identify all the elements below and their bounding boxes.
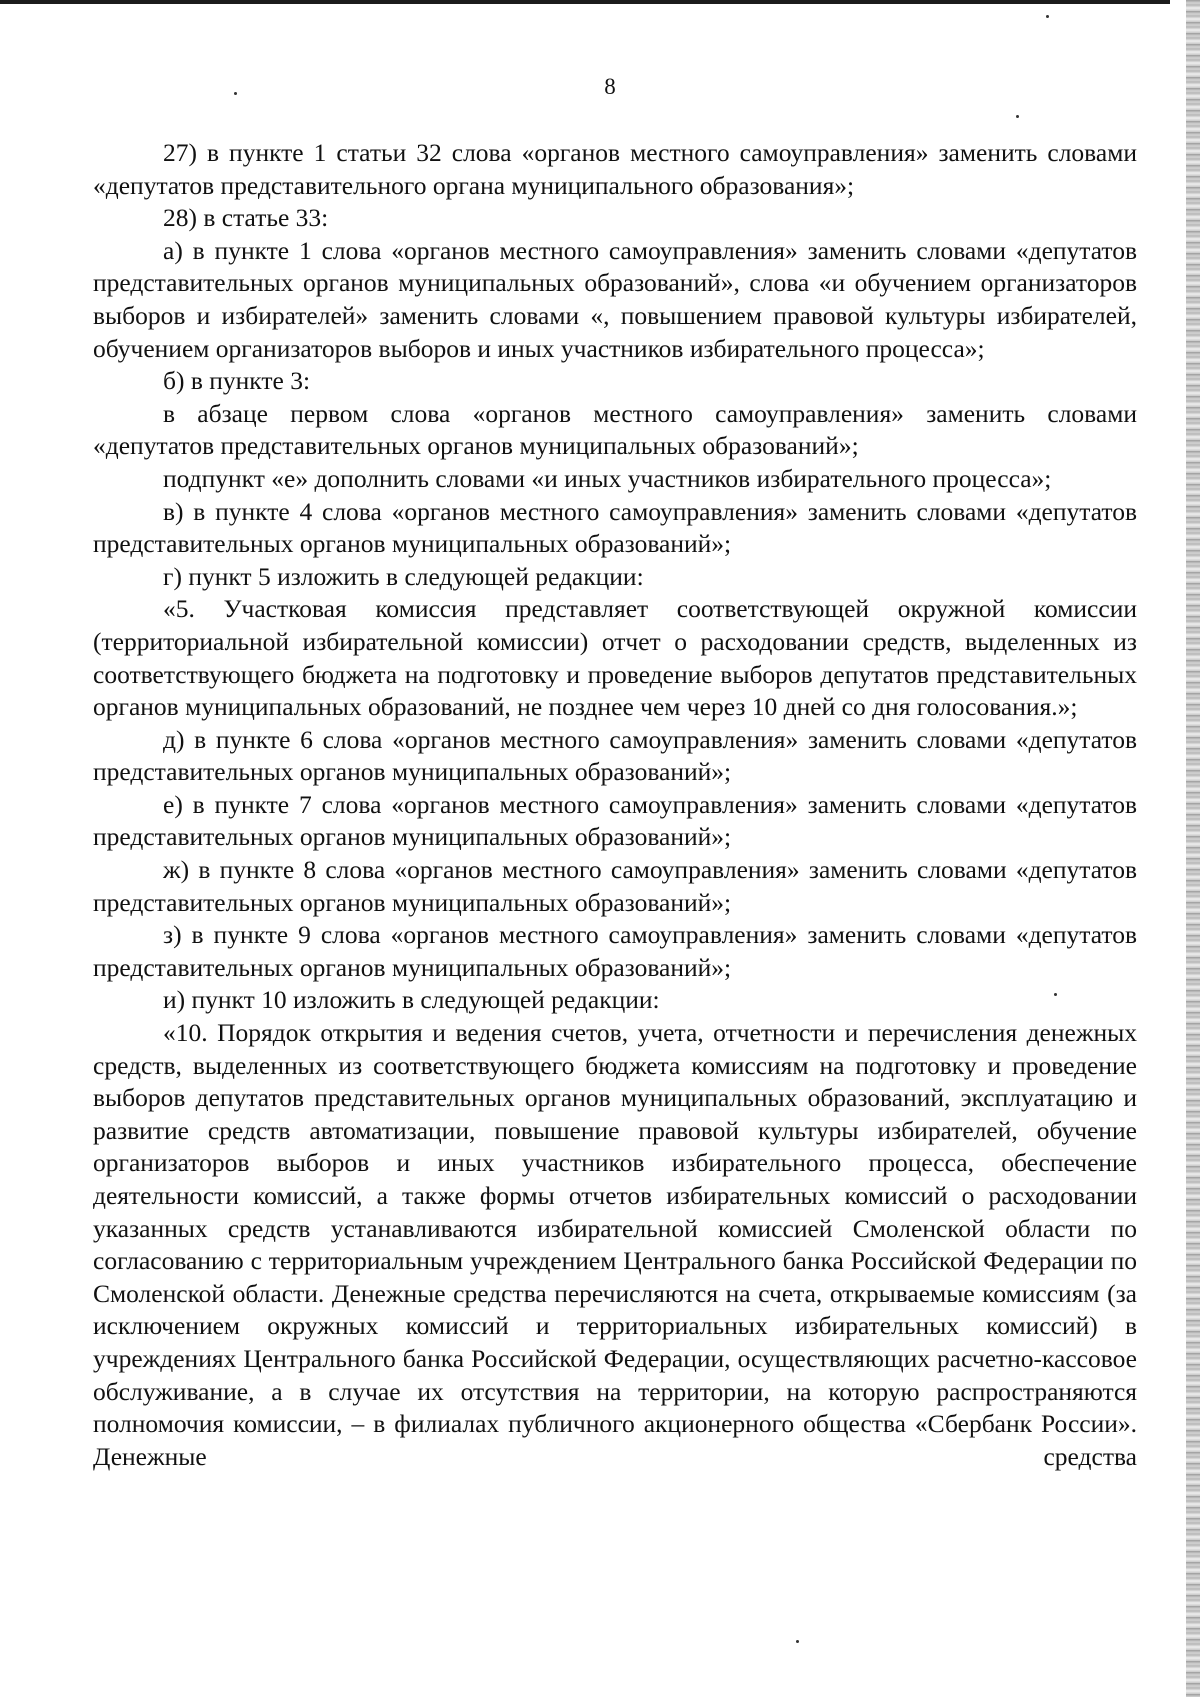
scan-speck <box>1046 15 1049 18</box>
paragraph-28g: г) пункт 5 изложить в следующей редакции: <box>163 561 644 591</box>
paragraph-28zh: ж) в пункте 8 слова «органов местного самоуправления» заменить словами «депутатов представительных органов муниципальных образований»; <box>93 855 1137 917</box>
scan-edge <box>1186 0 1200 1697</box>
paragraph-28a: а) в пункте 1 слова «органов местного самоуправления» заменить словами «депутатов представительных органов муниципальных образований», слова «и обучением организаторов выборов и избирателей» заменить словами «, повышением правовой культуры избирателей, обучением организаторов выборов и иных участников избирательного процесса»; <box>93 235 1137 363</box>
paragraph-punkt-5-text: «5. Участковая комиссия представляет соответствующей окружной комиссии (территориальной избирательной комиссии) отчет о расходовании средств, выделенных из соответствующего бюджета на подготовку и проведение выборов депутатов представительных органов муниципальных образований, не позднее чем через 10 дней со дня голосования.»; <box>93 594 1137 722</box>
paragraph-28i: и) пункт 10 изложить в следующей редакции: <box>163 985 660 1015</box>
paragraph-28b: б) в пункте 3: <box>163 366 311 396</box>
scan-speck <box>796 1640 799 1643</box>
document-body <box>93 137 1137 1473</box>
paragraph-28e: е) в пункте 7 слова «органов местного самоуправления» заменить словами «депутатов представительных органов муниципальных образований»; <box>93 789 1137 852</box>
paragraph-27: 27) в пункте 1 статьи 32 слова «органов местного самоуправления» заменить словами «депутатов представительного органа муниципального образования»; <box>93 138 1137 200</box>
page-top-border <box>0 0 1170 4</box>
scan-speck <box>1016 115 1019 118</box>
paragraph-28b-abzac-1: в абзаце первом слова «органов местного самоуправления» заменить словами «депутатов представительных органов муниципальных образований»; <box>93 398 1137 461</box>
page-number: 8 <box>604 74 616 99</box>
paragraph-punkt-10-text: «10. Порядок открытия и ведения счетов, учета, отчетности и перечисления денежных средств, выделенных из соответствующего бюджета комиссиям на подготовку и проведение выборов депутатов представительных органов муниципальных образований, эксплуатацию и развитие средств автоматизации, повышение правовой культуры избирателей, обучение организаторов выборов и иных участников избирательного процесса, обеспечение деятельности комиссий, а также формы отчетов избирательных комиссий о расходовании указанных средств устанавливаются избирательной комиссией Смоленской области по согласованию с территориальным учреждением Центрального банка Российской Федерации по Смоленской области. Денежные средства перечисляются на счета, открываемые комиссиям (за исключением окружных комиссий и территориальных избирательных комиссий) в учреждениях Центрального банка Российской Федерации, осуществляющих расчетно-кассовое обслуживание, а в случае их отсутствия на территории, на которую распространяются полномочия комиссии, – в филиалах публичного акционерного общества «Сбербанк России». Денежные средства <box>93 1018 1137 1471</box>
paragraph-28v: в) в пункте 4 слова «органов местного самоуправления» заменить словами «депутатов представительных органов муниципальных образований»; <box>93 496 1137 559</box>
paragraph-28: 28) в статье 33: <box>163 203 329 233</box>
paragraph-28b-podpunkt-e: подпункт «е» дополнить словами «и иных участников избирательного процесса»; <box>163 463 1052 493</box>
paragraph-28d: д) в пункте 6 слова «органов местного самоуправления» заменить словами «депутатов представительных органов муниципальных образований»; <box>93 724 1137 787</box>
paragraph-28z: з) в пункте 9 слова «органов местного самоуправления» заменить словами «депутатов представительных органов муниципальных образований»; <box>93 920 1137 982</box>
